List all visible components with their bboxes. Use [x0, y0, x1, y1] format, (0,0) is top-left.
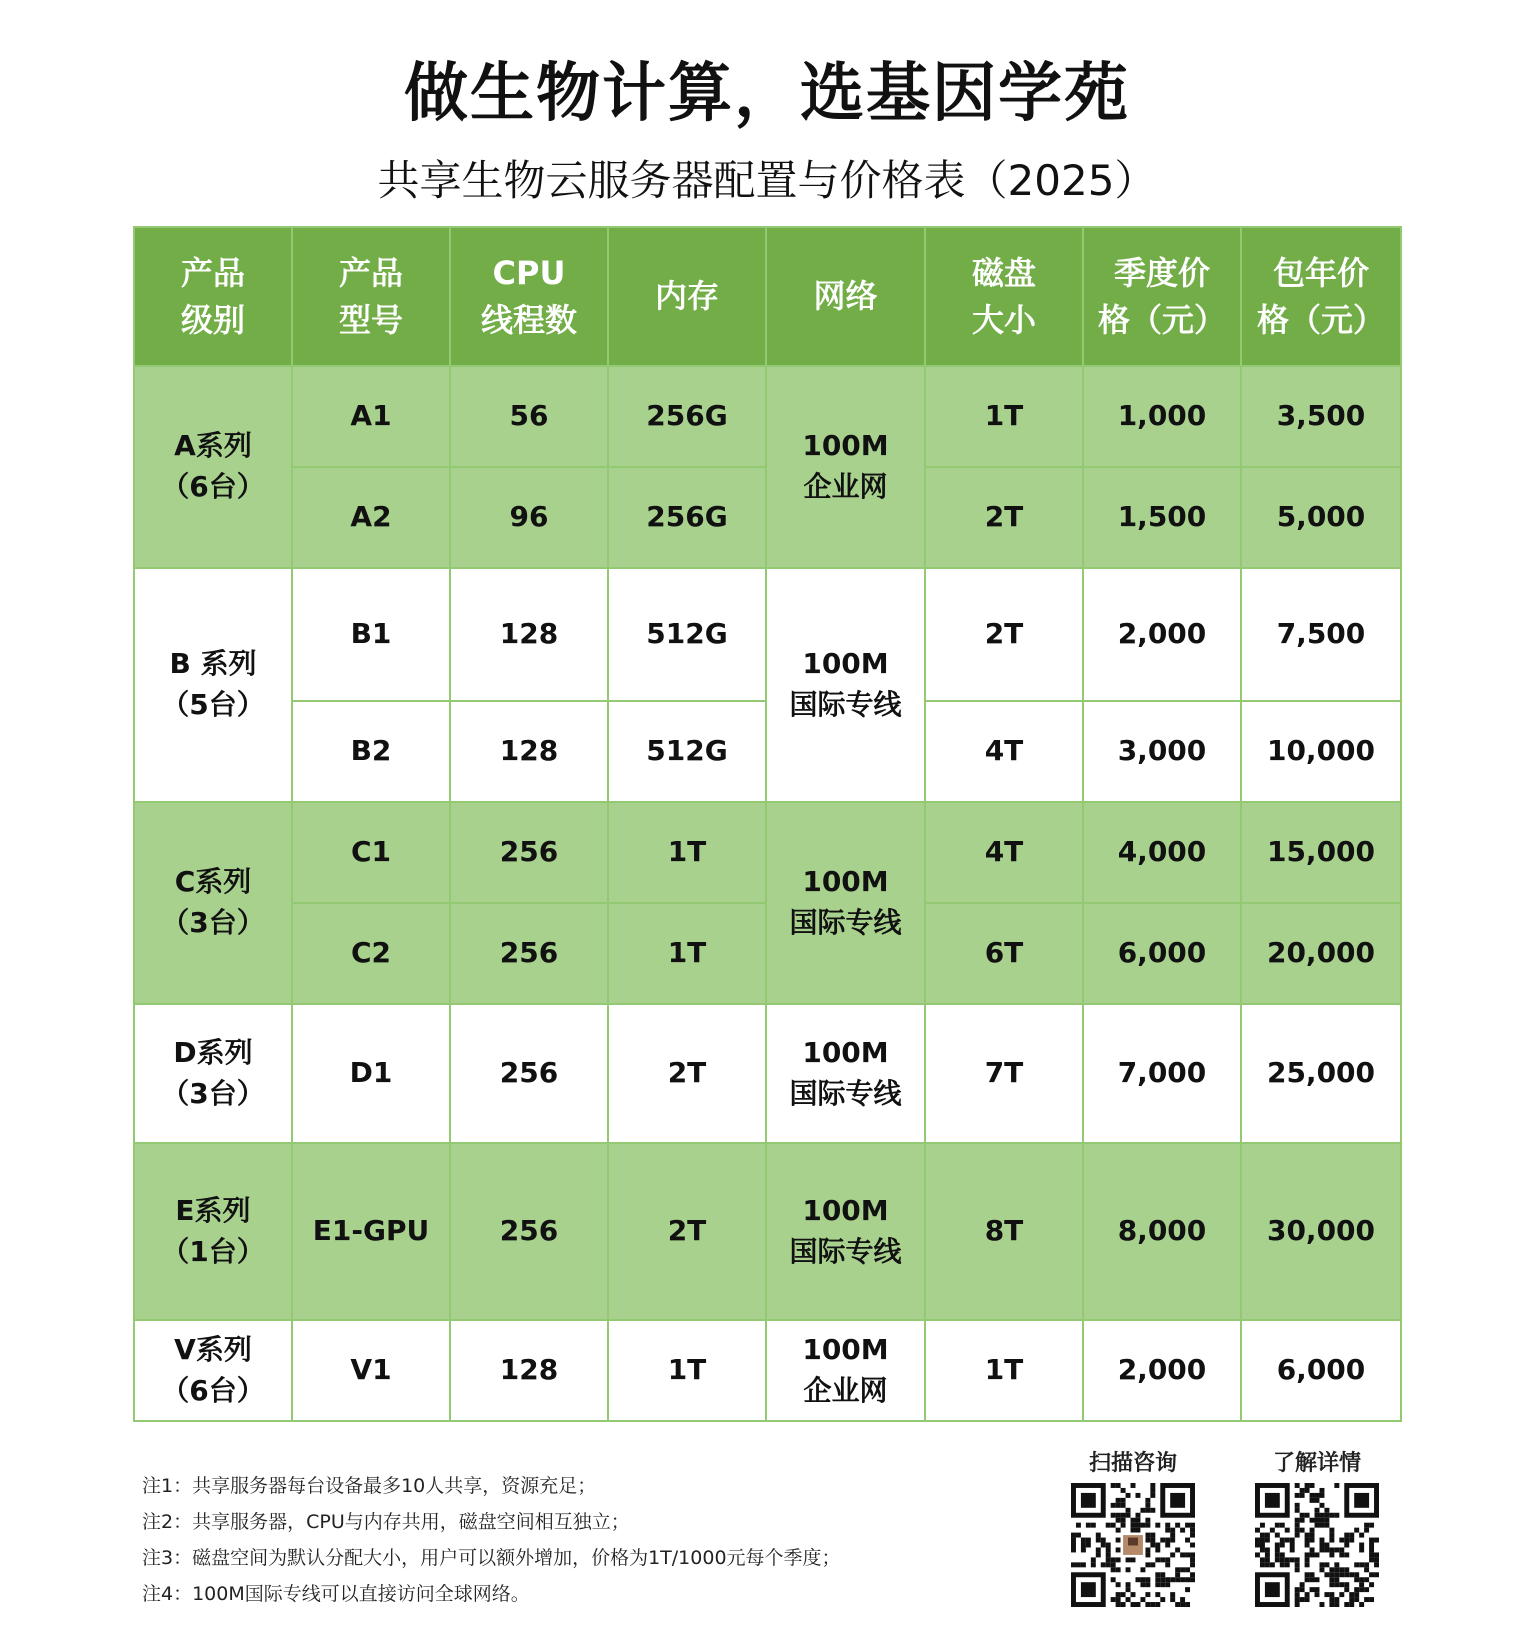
note-1: 注1：共享服务器每台设备最多10人共享，资源充足；: [142, 1475, 597, 1497]
header-cpu: CPU 线程数: [450, 227, 608, 366]
table-row: [134, 1320, 1401, 1421]
series-name-e: E系列 （1台）: [134, 1143, 292, 1320]
network-cell: 100M 国际专线: [766, 1143, 925, 1320]
memory-cell: 1T: [608, 903, 766, 1004]
year-price-cell: 7,500: [1241, 568, 1401, 701]
page-subtitle: 共享生物云服务器配置与价格表（2025）: [377, 156, 1157, 205]
cpu-cell: 128: [450, 701, 608, 802]
model-cell: A2: [292, 467, 450, 568]
disk-cell: 2T: [925, 467, 1083, 568]
network-cell: 100M 企业网: [766, 1320, 925, 1421]
quarter-price-cell: 8,000: [1083, 1143, 1241, 1320]
note-3: 注3：磁盘空间为默认分配大小，用户可以额外增加，价格为1T/1000元每个季度；: [142, 1547, 841, 1569]
notes: [142, 1468, 841, 1612]
quarter-price-cell: 2,000: [1083, 568, 1241, 701]
model-cell: A1: [292, 366, 450, 467]
disk-cell: 1T: [925, 1320, 1083, 1421]
quarter-price-cell: 1,500: [1083, 467, 1241, 568]
disk-cell: 8T: [925, 1143, 1083, 1320]
year-price-cell: 10,000: [1241, 701, 1401, 802]
disk-cell: 2T: [925, 568, 1083, 701]
quarter-price-cell: 1,000: [1083, 366, 1241, 467]
quarter-price-cell: 3,000: [1083, 701, 1241, 802]
qr-code-icon[interactable]: [1255, 1483, 1379, 1607]
series-name-b: B 系列 （5台）: [134, 568, 292, 802]
year-price-cell: 25,000: [1241, 1004, 1401, 1143]
model-cell: C1: [292, 802, 450, 903]
qr-details-label: 了解详情: [1272, 1451, 1361, 1476]
year-price-cell: 15,000: [1241, 802, 1401, 903]
network-cell: 100M 国际专线: [766, 802, 925, 1004]
disk-cell: 6T: [925, 903, 1083, 1004]
disk-cell: 4T: [925, 802, 1083, 903]
memory-cell: 2T: [608, 1143, 766, 1320]
memory-cell: 1T: [608, 802, 766, 903]
model-cell: B1: [292, 568, 450, 701]
memory-cell: 256G: [608, 366, 766, 467]
cpu-cell: 96: [450, 467, 608, 568]
memory-cell: 512G: [608, 568, 766, 701]
network-cell: 100M 企业网: [766, 366, 925, 568]
header-level: 产品 级别: [134, 227, 292, 366]
series-name-v: V系列 （6台）: [134, 1320, 292, 1421]
header-network: 网络: [766, 227, 925, 366]
year-price-cell: 30,000: [1241, 1143, 1401, 1320]
table-row: [134, 802, 1401, 903]
network-cell: 100M 国际专线: [766, 568, 925, 802]
table-row: [134, 1143, 1401, 1320]
memory-cell: 1T: [608, 1320, 766, 1421]
cpu-cell: 128: [450, 1320, 608, 1421]
table-row: [134, 568, 1401, 701]
year-price-cell: 20,000: [1241, 903, 1401, 1004]
qr-code-icon[interactable]: [1071, 1483, 1195, 1607]
price-table: [133, 226, 1402, 1422]
model-cell: V1: [292, 1320, 450, 1421]
quarter-price-cell: 7,000: [1083, 1004, 1241, 1143]
table-row: [134, 366, 1401, 467]
model-cell: D1: [292, 1004, 450, 1143]
cpu-cell: 256: [450, 802, 608, 903]
memory-cell: 2T: [608, 1004, 766, 1143]
model-cell: B2: [292, 701, 450, 802]
series-name-a: A系列 （6台）: [134, 366, 292, 568]
disk-cell: 1T: [925, 366, 1083, 467]
disk-cell: 4T: [925, 701, 1083, 802]
model-cell: C2: [292, 903, 450, 1004]
year-price-cell: 3,500: [1241, 366, 1401, 467]
qr-consult-label: 扫描咨询: [1088, 1451, 1177, 1476]
note-2: 注2：共享服务器，CPU与内存共用，磁盘空间相互独立；: [142, 1511, 630, 1533]
header-model: 产品 型号: [292, 227, 450, 366]
page-title: 做生物计算，选基因学苑: [404, 57, 1130, 131]
qr-consult: [1058, 1446, 1208, 1607]
network-cell: 100M 国际专线: [766, 1004, 925, 1143]
year-price-cell: 5,000: [1241, 467, 1401, 568]
memory-cell: 256G: [608, 467, 766, 568]
note-4: 注4：100M国际专线可以直接访问全球网络。: [142, 1583, 530, 1605]
header-memory: 内存: [608, 227, 766, 366]
qr-details: [1242, 1446, 1392, 1607]
cpu-cell: 256: [450, 903, 608, 1004]
year-price-cell: 6,000: [1241, 1320, 1401, 1421]
cpu-cell: 56: [450, 366, 608, 467]
cpu-cell: 256: [450, 1004, 608, 1143]
model-cell: E1-GPU: [292, 1143, 450, 1320]
disk-cell: 7T: [925, 1004, 1083, 1143]
cpu-cell: 128: [450, 568, 608, 701]
series-name-c: C系列 （3台）: [134, 802, 292, 1004]
header-disk: 磁盘 大小: [925, 227, 1083, 366]
quarter-price-cell: 6,000: [1083, 903, 1241, 1004]
table-row: [134, 1004, 1401, 1143]
series-name-d: D系列 （3台）: [134, 1004, 292, 1143]
memory-cell: 512G: [608, 701, 766, 802]
header-year-price: 包年价 格（元）: [1241, 227, 1401, 366]
cpu-cell: 256: [450, 1143, 608, 1320]
table-header-row: [134, 227, 1401, 366]
quarter-price-cell: 4,000: [1083, 802, 1241, 903]
header-quarter-price: 季度价 格（元）: [1083, 227, 1241, 366]
quarter-price-cell: 2,000: [1083, 1320, 1241, 1421]
